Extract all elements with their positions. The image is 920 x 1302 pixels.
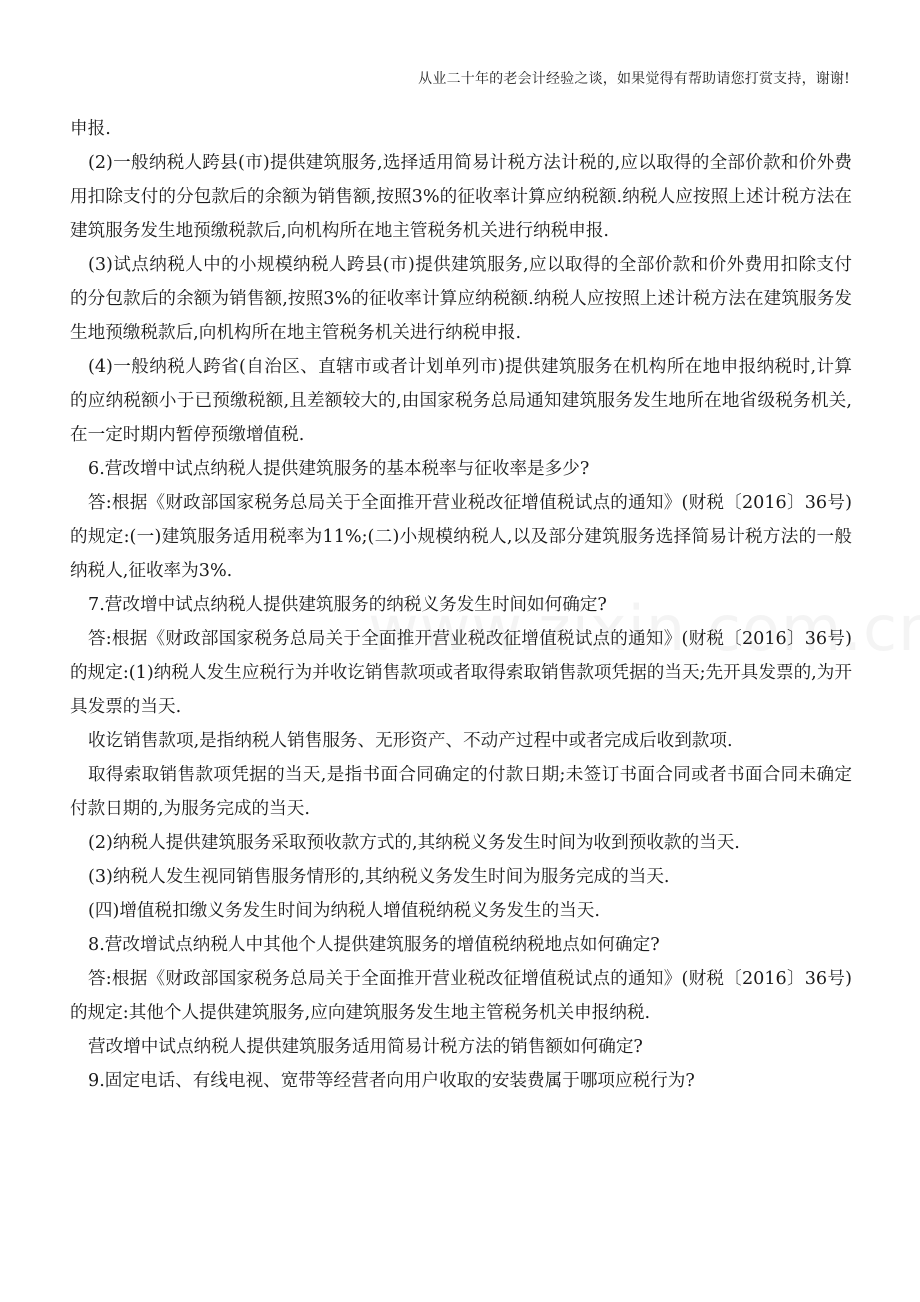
paragraph: 取得索取销售款项凭据的当天,是指书面合同确定的付款日期;未签订书面合同或者书面合同未确定付款日期的,为服务完成的当天. xyxy=(70,765,852,819)
document-body xyxy=(70,112,852,1098)
question-heading: 9.固定电话、有线电视、宽带等经营者向用户收取的安装费属于哪项应税行为? xyxy=(88,1071,695,1091)
answer-paragraph: 答:根据《财政部国家税务总局关于全面推开营业税改征增值税试点的通知》(财税〔2016〕36号)的规定:(一)建筑服务适用税率为11%;(二)小规模纳税人,以及部分建筑服务选择简易计税方法的一般纳税人,征收率为3%. xyxy=(70,493,852,581)
question-heading: 8.营改增试点纳税人中其他个人提供建筑服务的增值税纳税地点如何确定? xyxy=(88,935,660,955)
paragraph: (3)试点纳税人中的小规模纳税人跨县(市)提供建筑服务,应以取得的全部价款和价外费用扣除支付的分包款后的余额为销售额,按照3%的征收率计算应纳税额.纳税人应按照上述计税方法在建筑服务发生地预缴税款后,向机构所在地主管税务机关进行纳税申报. xyxy=(70,255,852,343)
paragraph: (2)纳税人提供建筑服务采取预收款方式的,其纳税义务发生时间为收到预收款的当天. xyxy=(88,833,740,853)
paragraph: (2)一般纳税人跨县(市)提供建筑服务,选择适用简易计税方法计税的,应以取得的全部价款和价外费用扣除支付的分包款后的余额为销售额,按照3%的征收率计算应纳税额.纳税人应按照上述计税方法在建筑服务发生地预缴税款后,向机构所在地主管税务机关进行纳税申报. xyxy=(70,153,852,241)
question-heading: 6.营改增中试点纳税人提供建筑服务的基本税率与征收率是多少? xyxy=(88,459,590,479)
header-note: 从业二十年的老会计经验之谈，如果觉得有帮助请您打赏支持，谢谢! xyxy=(418,71,850,87)
paragraph: (4)一般纳税人跨省(自治区、直辖市或者计划单列市)提供建筑服务在机构所在地申报纳税时,计算的应纳税额小于已预缴税额,且差额较大的,由国家税务总局通知建筑服务发生地所在地省级税务机关,在一定时期内暂停预缴增值税. xyxy=(70,357,852,445)
answer-paragraph: 答:根据《财政部国家税务总局关于全面推开营业税改征增值税试点的通知》(财税〔2016〕36号)的规定:(1)纳税人发生应税行为并收讫销售款项或者取得索取销售款项凭据的当天;先开具发票的,为开具发票的当天. xyxy=(70,629,852,717)
paragraph: (四)增值税扣缴义务发生时间为纳税人增值税纳税义务发生的当天. xyxy=(88,901,600,921)
paragraph: (3)纳税人发生视同销售服务情形的,其纳税义务发生时间为服务完成的当天. xyxy=(88,867,670,887)
question-heading: 营改增中试点纳税人提供建筑服务适用简易计税方法的销售额如何确定? xyxy=(88,1037,643,1057)
question-heading: 7.营改增中试点纳税人提供建筑服务的纳税义务发生时间如何确定? xyxy=(88,595,607,615)
answer-paragraph: 答:根据《财政部国家税务总局关于全面推开营业税改征增值税试点的通知》(财税〔2016〕36号)的规定:其他个人提供建筑服务,应向建筑服务发生地主管税务机关申报纳税. xyxy=(70,969,852,1023)
paragraph: 申报. xyxy=(70,119,111,139)
paragraph: 收讫销售款项,是指纳税人销售服务、无形资产、不动产过程中或者完成后收到款项. xyxy=(88,731,733,751)
